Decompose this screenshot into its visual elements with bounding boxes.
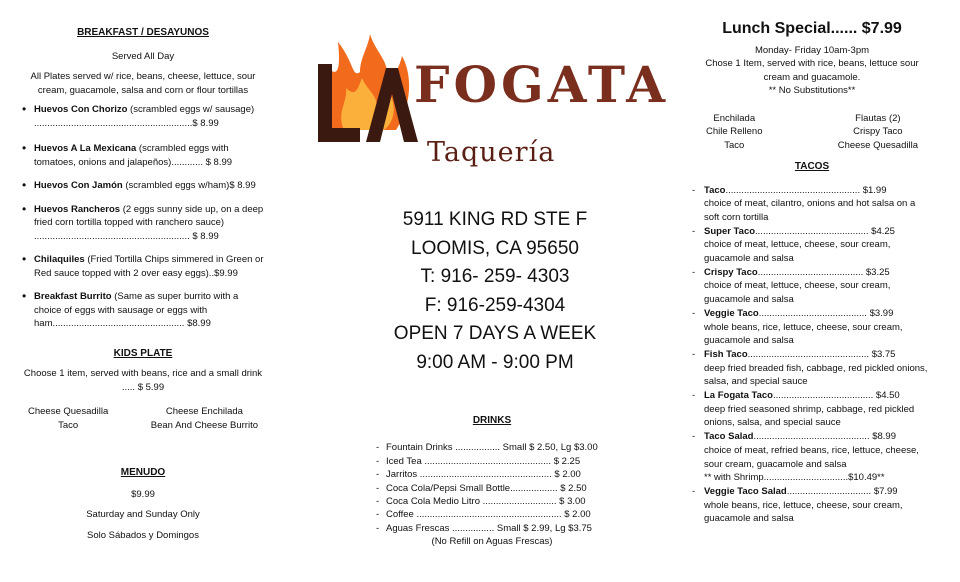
lunch-option: Cheese Quesadilla [837,139,918,151]
taco-item: - Taco................................................... $1.99 choice of meat, cilantro, onions and hot salsa on a soft corn tortilla [692,184,932,225]
breakfast-item: • Chilaquiles (Fried Tortilla Chips simmered in Green or Red sauce topped with 2 over easy eggs)..$9.99 [22,253,264,280]
logo-subtitle: Taquería [427,137,556,168]
tacos-list [692,184,932,527]
logo-wordmark: FOGATA [414,55,670,114]
drink-item: - Fountain Drinks ................. Small $ 2.50, Lg $3.00 [376,441,608,454]
breakfast-column [22,0,264,542]
lunch-tacos-column [692,0,932,526]
la-fogata-logo [310,28,670,188]
opening-hours: 9:00 AM - 9:00 PM [416,351,574,373]
taco-item: - Super Taco........................................... $4.25 choice of meat, lettuce, cheese, sour cream, guacamole and salsa [692,225,932,266]
breakfast-title: BREAKFAST / DESAYUNOS [77,27,209,38]
kids-option: Cheese Enchilada [165,406,243,417]
lunch-special-note: Chose 1 Item, served with rice, beans, lettuce sour cream and guacamole. [705,58,919,83]
breakfast-item: • Huevos A La Mexicana (scrambled eggs with tomatoes, onions and jalapeños)............ $ 8.99 [22,142,264,169]
lunch-special-days: Monday- Friday 10am-3pm [754,44,870,56]
drink-item: - Coca Cola Medio Litro ............................ $ 3.00 [376,495,608,508]
kids-plate-options [22,405,264,432]
kids-option: Taco [58,419,79,431]
kids-plate-title: KIDS PLATE [113,347,173,359]
lunch-option: Enchilada [713,112,756,124]
drink-item: - Iced Tea ................................................ $ 2.25 [376,455,608,468]
open-days: OPEN 7 DAYS A WEEK [393,323,597,344]
phone-number: T: 916- 259- 4303 [420,266,570,287]
shrimp-upgrade-note: ** with Shrimp................................$10.49** [704,472,885,484]
menudo-days-spanish: Solo Sábados y Domingos [87,529,199,541]
lunch-option: Chile Relleno [706,126,763,137]
breakfast-item: • Huevos Con Jamón (scrambled eggs w/ham)$ 8.99 [22,179,264,193]
fax-number: F: 916-259-4304 [424,294,566,316]
kids-plate-note: Choose 1 item, served with beans, rice and a small drink ..... $ 5.99 [23,368,263,393]
taco-item: - Fish Taco.............................................. $3.75 deep fried breaded fish, cabbage, red pickled onions, salsa, and special sauce [692,348,932,389]
menudo-days-english: Saturday and Sunday Only [86,509,200,520]
taco-item: - Veggie Taco Salad................................ $7.99 whole beans, rice, lettuce, cheese, sour cream, guacamole and salsa [692,485,932,526]
lunch-special-title: Lunch Special...... $7.99 [722,20,902,37]
drinks-refill-note: (No Refill on Aguas Frescas) [431,536,553,548]
breakfast-served-note: Served All Day [111,50,175,62]
breakfast-item: • Huevos Rancheros (2 eggs sunny side up, on a deep fried corn tortilla topped with ranchero sauce) ........................................................... $ 8.99 [22,203,264,244]
taco-item: - Veggie Taco......................................... $3.99 whole beans, rice, lettuce, cheese, sour cream, guacamole and salsa [692,307,932,348]
breakfast-item: • Breakfast Burrito (Same as super burrito with a choice of eggs with sausage or eggs with ham.................................................. $8.99 [22,290,264,331]
lunch-option: Flautas (2) [855,112,901,124]
menudo-price: $9.99 [131,488,155,500]
breakfast-item: • Huevos Con Chorizo (scrambled eggs w/ sausage) ............................................................$ 8.99 [22,103,264,130]
address-line-1: 5911 KING RD STE F [402,209,588,230]
kids-option: Bean And Cheese Burrito [150,419,258,431]
drinks-list [376,441,608,535]
tacos-title: TACOS [794,161,830,172]
taco-item: - Taco Salad............................................ $8.99 choice of meat, refried beans, rice, lettuce, cheese, sour cream, guacamole and salsa ** with Shrimp................................$10.49** [692,430,932,485]
drink-item: - Coca Cola/Pepsi Small Bottle.................. $ 2.50 [376,482,608,495]
lunch-no-substitutions: ** No Substitutions** [768,85,856,96]
drink-item: - Jarritos .................................................. $ 2.00 [376,468,608,481]
taco-item: - Crispy Taco........................................ $3.25 choice of meat, lettuce, cheese, sour cream, guacamole and salsa [692,266,932,307]
taco-item: - La Fogata Taco...................................... $4.50 deep fried seasoned shrimp, cabbage, red pickled onions, salsa, and special sauce [692,389,932,430]
lunch-option: Crispy Taco [853,126,903,137]
drinks-section [376,414,608,549]
menudo-title: MENUDO [120,467,166,478]
contact-block [300,206,690,377]
lunch-option: Taco [724,139,745,151]
drink-item: - Aguas Frescas ................ Small $ 2.99, Lg $3.75 [376,522,608,535]
lunch-options [692,112,932,153]
breakfast-list [22,103,264,331]
kids-option: Cheese Quesadilla [28,406,109,417]
address-line-2: LOOMIS, CA 95650 [411,237,579,259]
breakfast-plates-note: All Plates served w/ rice, beans, cheese, lettuce, sour cream, guacamole, salsa and corn or flour tortillas [30,71,256,96]
drinks-title: DRINKS [472,415,512,426]
drink-item: - Coffee ....................................................... $ 2.00 [376,508,608,521]
